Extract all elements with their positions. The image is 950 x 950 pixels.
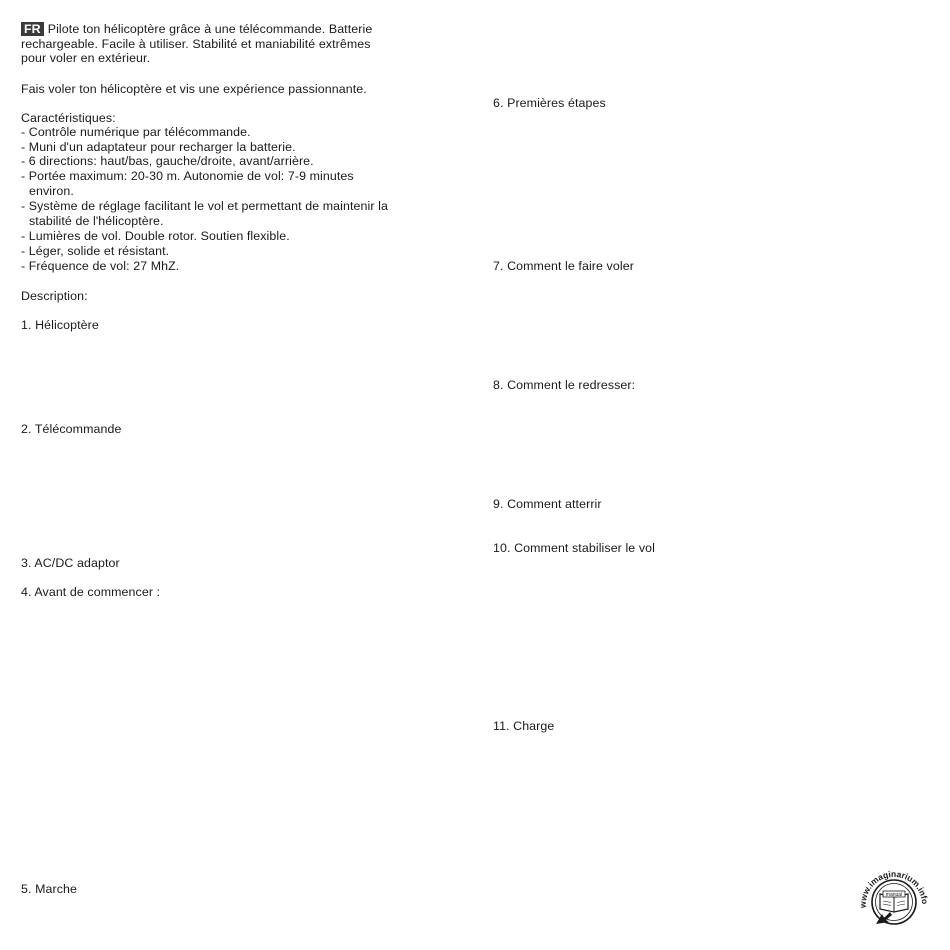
section-heading-6: 6. Premières étapes xyxy=(493,96,606,110)
section-heading-9: 9. Comment atterrir xyxy=(493,497,602,511)
intro-line-3: pour voler en extérieur. xyxy=(21,51,151,65)
imaginarium-logo xyxy=(856,862,932,938)
section-heading-10: 10. Comment stabiliser le vol xyxy=(493,541,655,555)
section-heading-11: 11. Charge xyxy=(493,719,555,733)
section-heading-8: 8. Comment le redresser: xyxy=(493,378,636,392)
book-hand-icon xyxy=(856,862,932,938)
feature-item: - Muni d'un adaptateur pour recharger la batterie. xyxy=(21,140,296,154)
feature-item: - Lumières de vol. Double rotor. Soutien flexible. xyxy=(21,229,290,243)
intro-line-1: FR Pilote ton hélicoptère grâce à une télécommande. Batterie xyxy=(21,22,372,37)
description-title: Description: xyxy=(21,289,88,303)
section-heading-4: 4. Avant de commencer : xyxy=(21,585,161,599)
section-heading-7: 7. Comment le faire voler xyxy=(493,259,634,273)
feature-item: - Fréquence de vol: 27 MhZ. xyxy=(21,259,180,273)
section-heading-3: 3. AC/DC adaptor xyxy=(21,556,120,570)
logo-label: manual xyxy=(885,892,903,898)
language-tag: FR xyxy=(21,22,44,36)
logo-url-text: www.imaginarium.info xyxy=(857,868,931,909)
feature-item: environ. xyxy=(29,184,74,198)
feature-item: - Portée maximum: 20-30 m. Autonomie de vol: 7-9 minutes xyxy=(21,169,354,183)
features-title: Caractéristiques: xyxy=(21,111,116,125)
section-heading-5: 5. Marche xyxy=(21,882,77,896)
feature-item: - Léger, solide et résistant. xyxy=(21,244,170,258)
intro-tagline: Fais voler ton hélicoptère et vis une expérience passionnante. xyxy=(21,82,367,96)
intro-line-2: rechargeable. Facile à utiliser. Stabilité et maniabilité extrêmes xyxy=(21,37,371,51)
section-heading-1: 1. Hélicoptère xyxy=(21,318,99,332)
feature-item: stabilité de l'hélicoptère. xyxy=(29,214,164,228)
feature-item: - Système de réglage facilitant le vol et permettant de maintenir la xyxy=(21,199,388,213)
feature-item: - 6 directions: haut/bas, gauche/droite, avant/arrière. xyxy=(21,154,314,168)
feature-item: - Contrôle numérique par télécommande. xyxy=(21,125,251,139)
section-heading-2: 2. Télécommande xyxy=(21,422,122,436)
